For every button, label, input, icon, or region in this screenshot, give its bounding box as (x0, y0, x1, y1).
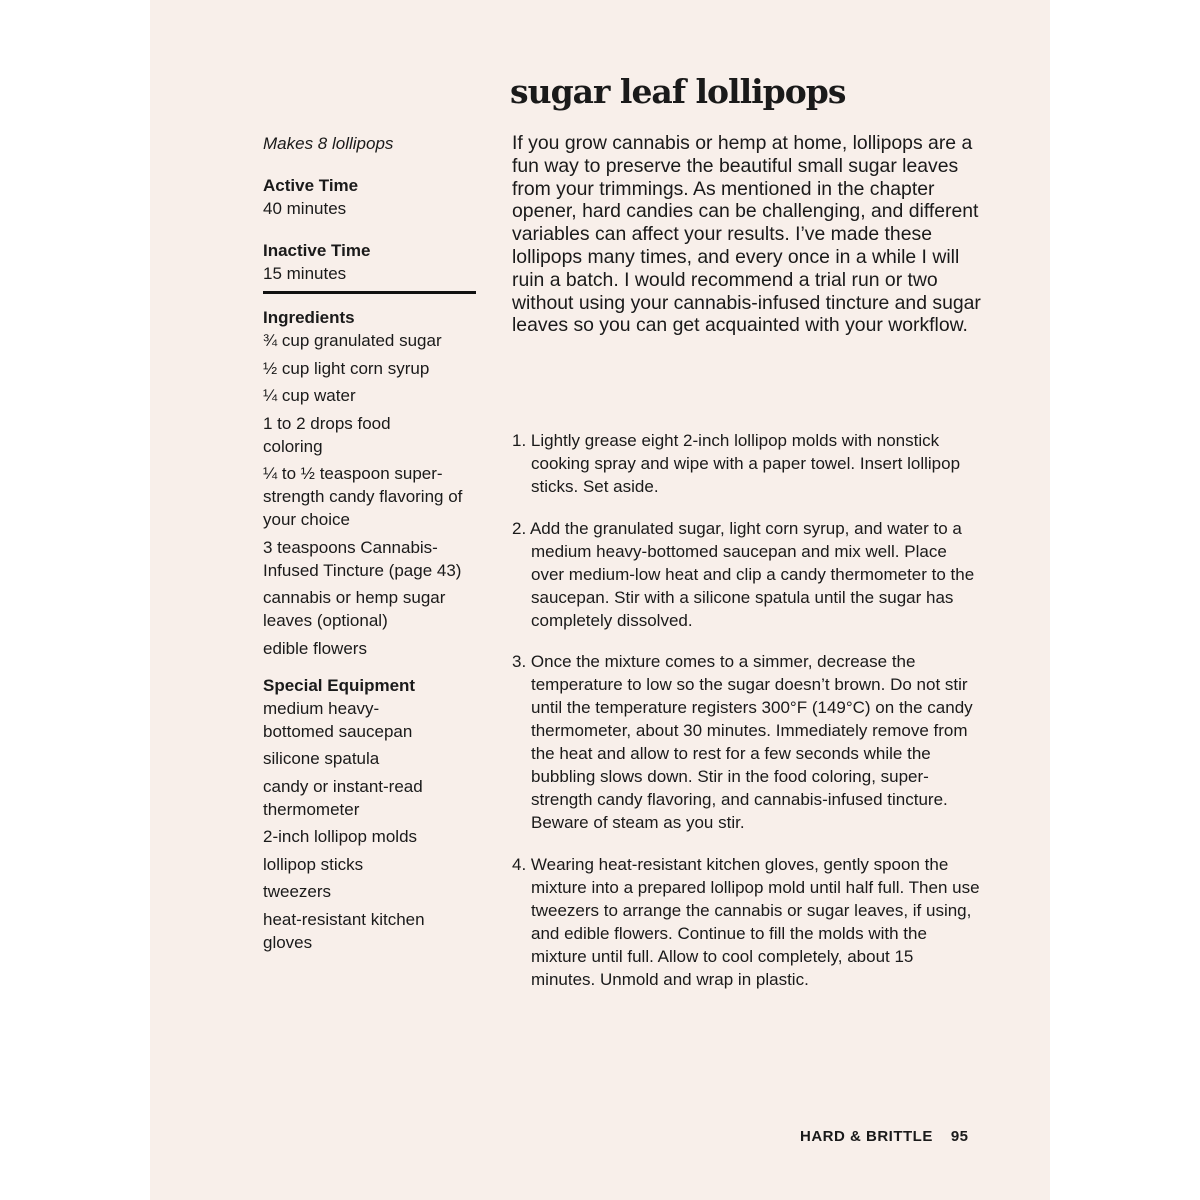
equipment-item: candy or instant-read thermometer (263, 776, 423, 819)
equipment-item: lollipop sticks (263, 854, 364, 874)
equipment-item: 2-inch lollipop molds (263, 827, 418, 846)
ingredients-label: Ingredients (263, 308, 355, 327)
equipment-item: tweezers (263, 882, 332, 901)
active-time: 40 minutes (263, 199, 347, 218)
recipe-sidebar (263, 132, 478, 968)
inactive-time-label: Inactive Time (263, 241, 371, 260)
step: 2. Add the granulated sugar, light corn syrup, and water to a medium heavy-bottomed saucepan and mix well. Place over medium-low heat and clip a candy thermometer to the saucepan. Stir with a silicone spatula until the sugar has completely dissolved. (512, 518, 975, 630)
equipment-item: heat-resistant kitchen gloves (263, 909, 425, 952)
intro-paragraph: If you grow cannabis or hemp at home, lollipops are a fun way to preserve the beautiful small sugar leaves from your trimmings. As mentioned in the chapter opener, hard candies can be challenging, and different variables can affect your results. I’ve made these lollipops many times, and every once in a while I will ruin a batch. I would recommend a trial run or two without using your cannabis-infused tincture and sugar leaves so you can get acquainted with your workflow. (512, 132, 981, 337)
ingredient: 3 teaspoons Cannabis-Infused Tincture (page 43) (263, 537, 462, 580)
active-time-label: Active Time (263, 176, 359, 195)
ingredients-list (263, 329, 478, 660)
step: 4. Wearing heat-resistant kitchen gloves, gently spoon the mixture into a prepared lollipop mold until half full. Then use tweezers to arrange the cannabis or sugar leaves, if using, and edible flowers. Continue to fill the molds with the mixture until full. Allow to cool completely, about 15 minutes. Unmold and wrap in plastic. (512, 854, 980, 989)
ingredient: ¼ to ½ teaspoon super-strength candy flavoring of your choice (263, 464, 463, 529)
ingredient: ¾ cup granulated sugar (263, 331, 442, 350)
yield: Makes 8 lollipops (263, 134, 394, 153)
divider (263, 291, 476, 294)
ingredient: ¼ cup water (263, 386, 356, 405)
recipe-title: sugar leaf lollipops (510, 72, 846, 111)
step: 3. Once the mixture comes to a simmer, decrease the temperature to low so the sugar doesn’t brown. Do not stir until the temperature registers 300°F (149°C) on the candy thermometer, about 30 minutes. Immediately remove from the heat and allow to rest for a few seconds while the bubbling slows down. Stir in the food coloring, super-strength candy flavoring, and cannabis-infused tincture. Beware of steam as you stir. (512, 652, 973, 832)
steps-list (512, 429, 982, 1009)
page-number: 95 (950, 1128, 969, 1145)
equipment-list (263, 697, 478, 954)
step: 1. Lightly grease eight 2-inch lollipop molds with nonstick cooking spray and wipe with a paper towel. Insert lollipop sticks. Set aside. (512, 431, 961, 496)
ingredient: 1 to 2 drops food coloring (263, 413, 391, 456)
ingredient: cannabis or hemp sugar leaves (optional) (263, 588, 446, 630)
page-footer (800, 1128, 969, 1145)
section-name: HARD & BRITTLE (800, 1128, 933, 1145)
ingredient: edible flowers (263, 638, 367, 658)
equipment-label: Special Equipment (263, 675, 416, 695)
equipment-item: silicone spatula (263, 749, 380, 768)
ingredient: ½ cup light corn syrup (263, 358, 430, 378)
equipment-item: medium heavy-bottomed saucepan (263, 698, 413, 741)
inactive-time: 15 minutes (263, 264, 347, 283)
